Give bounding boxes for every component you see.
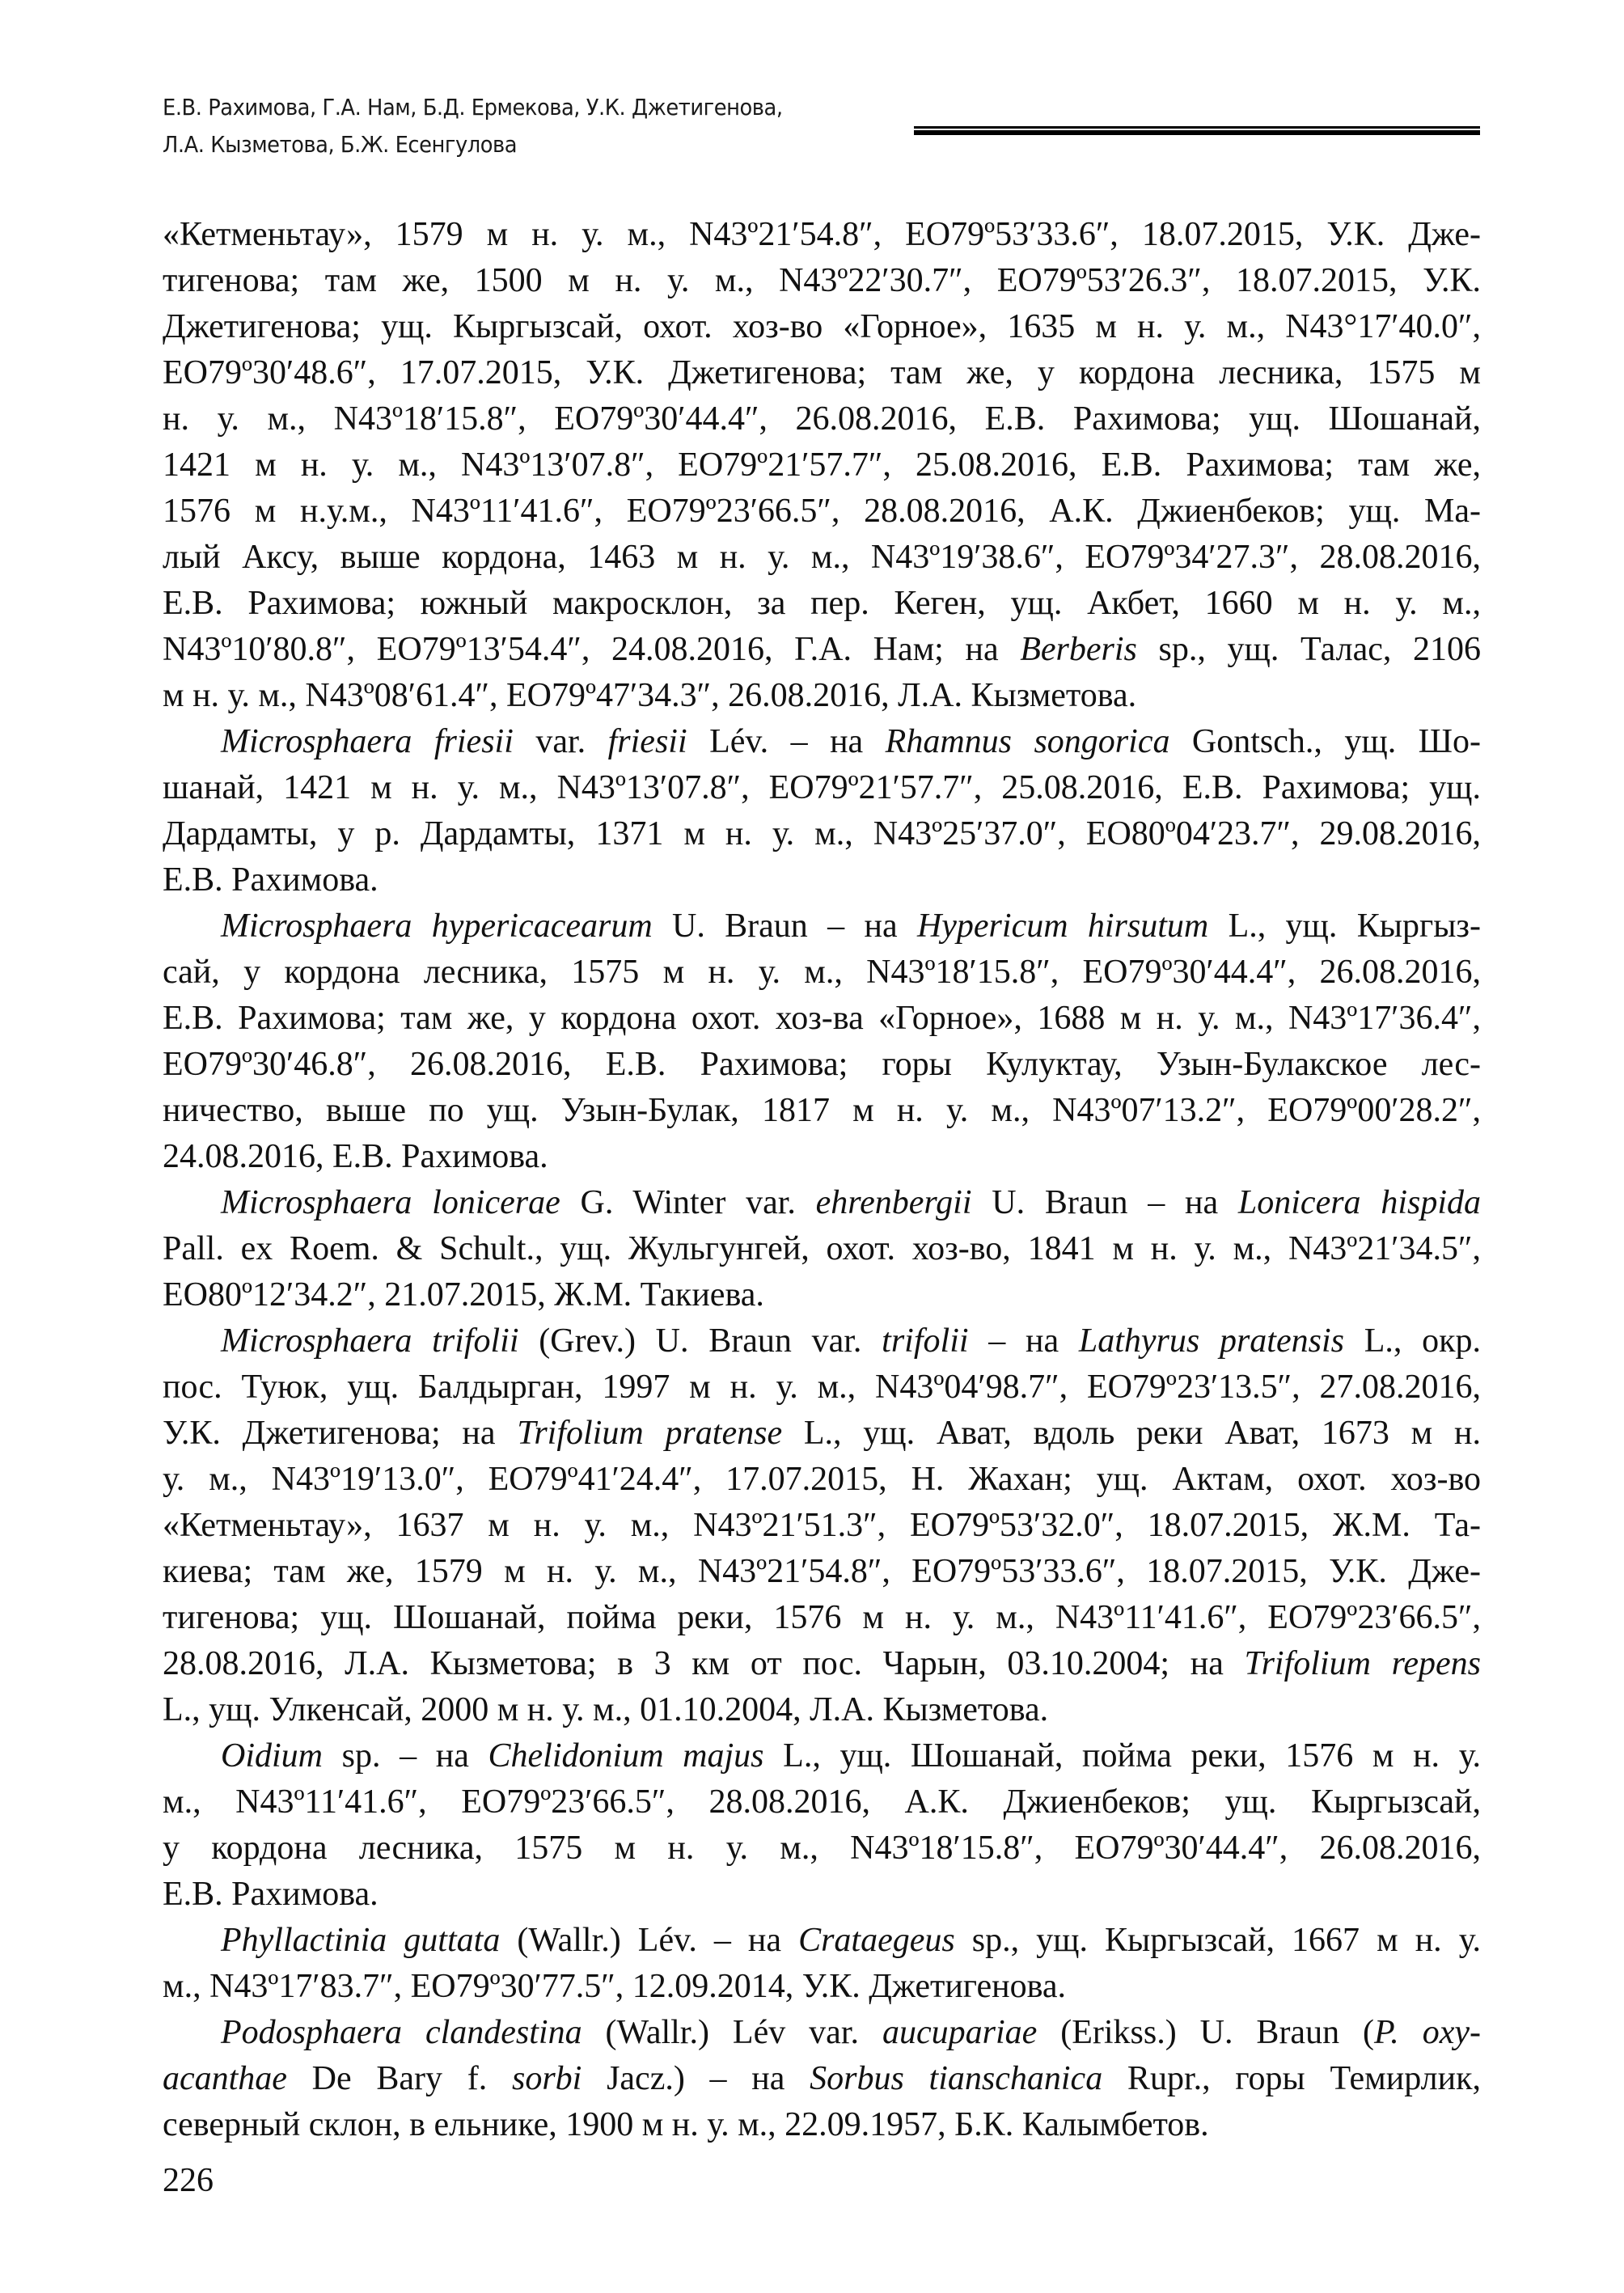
text-segment: м н. у. м., N43º08′61.4″, EO79º47′34.3″, 26.08.2016, Л.А. Кызметова. [163,677,1137,714]
text-line [163,903,1481,950]
text-segment: 24.08.2016, Е.В. Рахимова. [163,1138,548,1175]
text-segment: Е.В. Рахимова. [163,861,379,899]
italic-taxon-name: aucupariae [882,2014,1038,2051]
paragraph [163,2010,1481,2148]
text-segment: Lév. – на [687,723,886,760]
text-line [163,950,1481,996]
italic-taxon-name: friesii [607,723,687,760]
body-text [163,212,1481,2148]
italic-taxon-name: sorbi [511,2060,582,2097]
text-segment: Джетигенова; ущ. Кыргызсай, охот. хоз-во «Горное», 1635 м н. у. м., N43°17′40.0″, [163,308,1481,345]
header-authors-line-1: Е.В. Рахимова, Г.А. Нам, Б.Д. Ермекова, У.К. Джетигенова, [163,94,783,121]
text-segment: шанай, 1421 м н. у. м., N43º13′07.8″, EO79º21′57.7″, 25.08.2016, Е.В. Рахимова; ущ. [163,769,1481,806]
text-segment: U. Braun – на [652,907,917,945]
text-segment: N43º10′80.8″, EO79º13′54.4″, 24.08.2016, Г.А. Нам; на [163,631,1021,668]
text-segment: Rupr., горы Темирлик, [1102,2060,1481,2097]
text-segment: – на [968,1322,1079,1360]
text-line [163,442,1481,489]
text-segment: L., ущ. Кыргыз- [1208,907,1481,945]
paragraph [163,903,1481,1180]
text-line [163,1641,1481,1687]
text-segment: 28.08.2016, Л.А. Кызметова; в 3 км от пос. Чарын, 03.10.2004; на [163,1645,1245,1682]
italic-taxon-name: Sorbus tianschanica [810,2060,1103,2097]
text-line [163,719,1481,765]
text-line [163,1779,1481,1826]
text-segment: Е.В. Рахимова; южный макросклон, за пер. Кеген, ущ. Акбет, 1660 м н. у. м., [163,585,1481,622]
text-line [163,1457,1481,1503]
text-segment: G. Winter var. [560,1184,816,1221]
text-segment: северный склон, в ельнике, 1900 м н. у. м., 22.09.1957, Б.К. Калымбетов. [163,2106,1209,2143]
italic-taxon-name: Hypericum hirsutum [916,907,1209,945]
italic-taxon-name: Trifolium repens [1244,1645,1481,1682]
text-line [163,212,1481,258]
italic-taxon-name: Rhamnus songorica [885,723,1170,760]
text-segment: (Wallr.) Lév var. [582,2014,882,2051]
italic-taxon-name: P. oxy- [1374,2014,1481,2051]
text-line [163,1826,1481,1872]
header-rule-thin [914,126,1480,129]
text-line [163,996,1481,1042]
text-line [163,1134,1481,1180]
text-line [163,350,1481,396]
text-line [163,1918,1481,1964]
text-line [163,581,1481,627]
text-line [163,1411,1481,1457]
text-segment: (Grev.) U. Braun var. [518,1322,882,1360]
paragraph [163,212,1481,719]
text-line [163,1687,1481,1733]
italic-taxon-name: acanthae [163,2060,287,2097]
italic-taxon-name: Crataegeus [798,1922,955,1959]
text-segment: 1576 м н.у.м., N43º11′41.6″, EO79º23′66.5″, 28.08.2016, А.К. Джиенбеков; ущ. Ма- [163,493,1481,530]
text-segment: лый Аксу, выше кордона, 1463 м н. у. м., N43º19′38.6″, EO79º34′27.3″, 28.08.2016, [163,539,1481,576]
text-segment: 1421 м н. у. м., N43º13′07.8″, EO79º21′57.7″, 25.08.2016, Е.В. Рахимова; там же, [163,446,1481,484]
header-authors-line-2: Л.А. Кызметова, Б.Ж. Есенгулова [163,131,518,158]
text-segment: Pall. ex Roem. & Schult., ущ. Жульгунгей, охот. хоз-во, 1841 м н. у. м., N43º21′34.5″, [163,1230,1481,1267]
text-segment: киева; там же, 1579 м н. у. м., N43º21′54.8″, EO79º53′33.6″, 18.07.2015, У.К. Дже- [163,1553,1481,1590]
italic-taxon-name: Microsphaera friesii [221,723,514,760]
text-line [163,1595,1481,1641]
text-segment: sp. – на [323,1737,488,1775]
text-segment: sp., ущ. Кыргызсай, 1667 м н. у. [954,1922,1481,1959]
header-rule-thick [914,130,1480,135]
text-segment: L., ущ. Ават, вдоль реки Ават, 1673 м н. [782,1415,1481,1452]
italic-taxon-name: Lonicera hispida [1237,1184,1481,1221]
text-segment: EO79º30′48.6″, 17.07.2015, У.К. Джетигенова; там же, у кордона лесника, 1575 м [163,354,1481,391]
text-line [163,1180,1481,1226]
text-line [163,2010,1481,2056]
text-line [163,2056,1481,2102]
text-line [163,1226,1481,1272]
text-line [163,304,1481,350]
running-header-authors [163,89,847,163]
text-segment: EO79º30′46.8″, 26.08.2016, Е.В. Рахимова; горы Кулуктау, Узын-Булакское лес- [163,1046,1481,1083]
text-segment: у. м., N43º19′13.0″, EO79º41′24.4″, 17.07.2015, Н. Жахан; ущ. Актам, охот. хоз-во [163,1461,1481,1498]
text-line [163,489,1481,535]
text-segment: «Кетменьтау», 1637 м н. у. м., N43º21′51.3″, EO79º53′32.0″, 18.07.2015, Ж.М. Та- [163,1507,1481,1544]
italic-taxon-name: trifolii [882,1322,969,1360]
text-segment: Gontsch., ущ. Шо- [1169,723,1481,760]
italic-taxon-name: Berberis [1020,631,1137,668]
text-line [163,1733,1481,1779]
italic-taxon-name: Trifolium pratense [517,1415,783,1452]
text-line [163,1872,1481,1918]
text-segment: U. Braun – на [971,1184,1238,1221]
italic-taxon-name: Oidium [221,1737,323,1775]
text-segment: var. [513,723,608,760]
italic-taxon-name: ehrenbergii [815,1184,972,1221]
text-segment: Е.В. Рахимова; там же, у кордона охот. хоз-ва «Горное», 1688 м н. у. м., N43º17′36.4″, [163,1000,1481,1037]
text-line [163,258,1481,304]
text-segment: Дардамты, у р. Дардамты, 1371 м н. у. м., N43º25′37.0″, EO80º04′23.7″, 29.08.2016, [163,815,1481,852]
text-line [163,1503,1481,1549]
text-line [163,857,1481,903]
text-line [163,673,1481,719]
paragraph [163,1918,1481,2010]
text-line [163,1272,1481,1318]
text-segment: (Erikss.) U. Braun ( [1037,2014,1375,2051]
italic-taxon-name: Microsphaera lonicerae [221,1184,560,1221]
text-segment: сай, у кордона лесника, 1575 м н. у. м., N43º18′15.8″, EO79º30′44.4″, 26.08.2016, [163,954,1481,991]
text-segment: м., N43º11′41.6″, EO79º23′66.5″, 28.08.2016, А.К. Джиенбеков; ущ. Кыргызсай, [163,1783,1481,1821]
text-segment: У.К. Джетигенова; на [163,1415,518,1452]
text-segment: sp., ущ. Талас, 2106 [1136,631,1481,668]
text-segment: м., N43º17′83.7″, EO79º30′77.5″, 12.09.2014, У.К. Джетигенова. [163,1968,1066,2005]
italic-taxon-name: Microsphaera trifolii [221,1322,519,1360]
text-segment: пос. Туюк, ущ. Балдырган, 1997 м н. у. м., N43º04′98.7″, EO79º23′13.5″, 27.08.2016, [163,1369,1481,1406]
text-line [163,396,1481,442]
text-segment: Е.В. Рахимова. [163,1876,379,1913]
text-segment: у кордона лесника, 1575 м н. у. м., N43º18′15.8″, EO79º30′44.4″, 26.08.2016, [163,1830,1481,1867]
text-line [163,535,1481,581]
text-segment: L., окр. [1343,1322,1481,1360]
italic-taxon-name: Lathyrus pratensis [1078,1322,1344,1360]
text-line [163,1042,1481,1088]
text-line [163,627,1481,673]
paragraph [163,1318,1481,1733]
text-line [163,1364,1481,1411]
text-segment: н. у. м., N43º18′15.8″, EO79º30′44.4″, 26.08.2016, Е.В. Рахимова; ущ. Шошанай, [163,400,1481,438]
text-segment: тигенова; там же, 1500 м н. у. м., N43º22′30.7″, EO79º53′26.3″, 18.07.2015, У.К. [163,262,1481,299]
text-line [163,1088,1481,1134]
text-line [163,765,1481,811]
text-segment: Jacz.) – на [582,2060,810,2097]
text-line [163,1964,1481,2010]
text-segment: L., ущ. Шошанай, пойма реки, 1576 м н. у. [763,1737,1481,1775]
text-line [163,1549,1481,1595]
text-segment: De Bary f. [286,2060,512,2097]
italic-taxon-name: Phyllactinia guttata [221,1922,501,1959]
text-line [163,811,1481,857]
text-segment: (Wallr.) Lév. – на [500,1922,799,1959]
text-segment: ничество, выше по ущ. Узын-Булак, 1817 м н. у. м., N43º07′13.2″, EO79º00′28.2″, [163,1092,1481,1129]
paragraph [163,1733,1481,1918]
paragraph [163,1180,1481,1318]
paragraph [163,719,1481,903]
italic-taxon-name: Chelidonium majus [488,1737,764,1775]
italic-taxon-name: Microsphaera hypericacearum [221,907,653,945]
italic-taxon-name: Podosphaera clandestina [221,2014,582,2051]
text-line [163,2102,1481,2148]
text-segment: L., ущ. Улкенсай, 2000 м н. у. м., 01.10.2004, Л.А. Кызметова. [163,1691,1049,1728]
text-segment: EO80º12′34.2″, 21.07.2015, Ж.М. Такиева. [163,1276,764,1314]
text-line [163,1318,1481,1364]
text-segment: тигенова; ущ. Шошанай, пойма реки, 1576 м н. у. м., N43º11′41.6″, EO79º23′66.5″, [163,1599,1481,1636]
text-segment: «Кетменьтау», 1579 м н. у. м., N43º21′54.8″, EO79º53′33.6″, 18.07.2015, У.К. Дже- [163,216,1481,253]
page-number: 226 [163,2162,214,2199]
